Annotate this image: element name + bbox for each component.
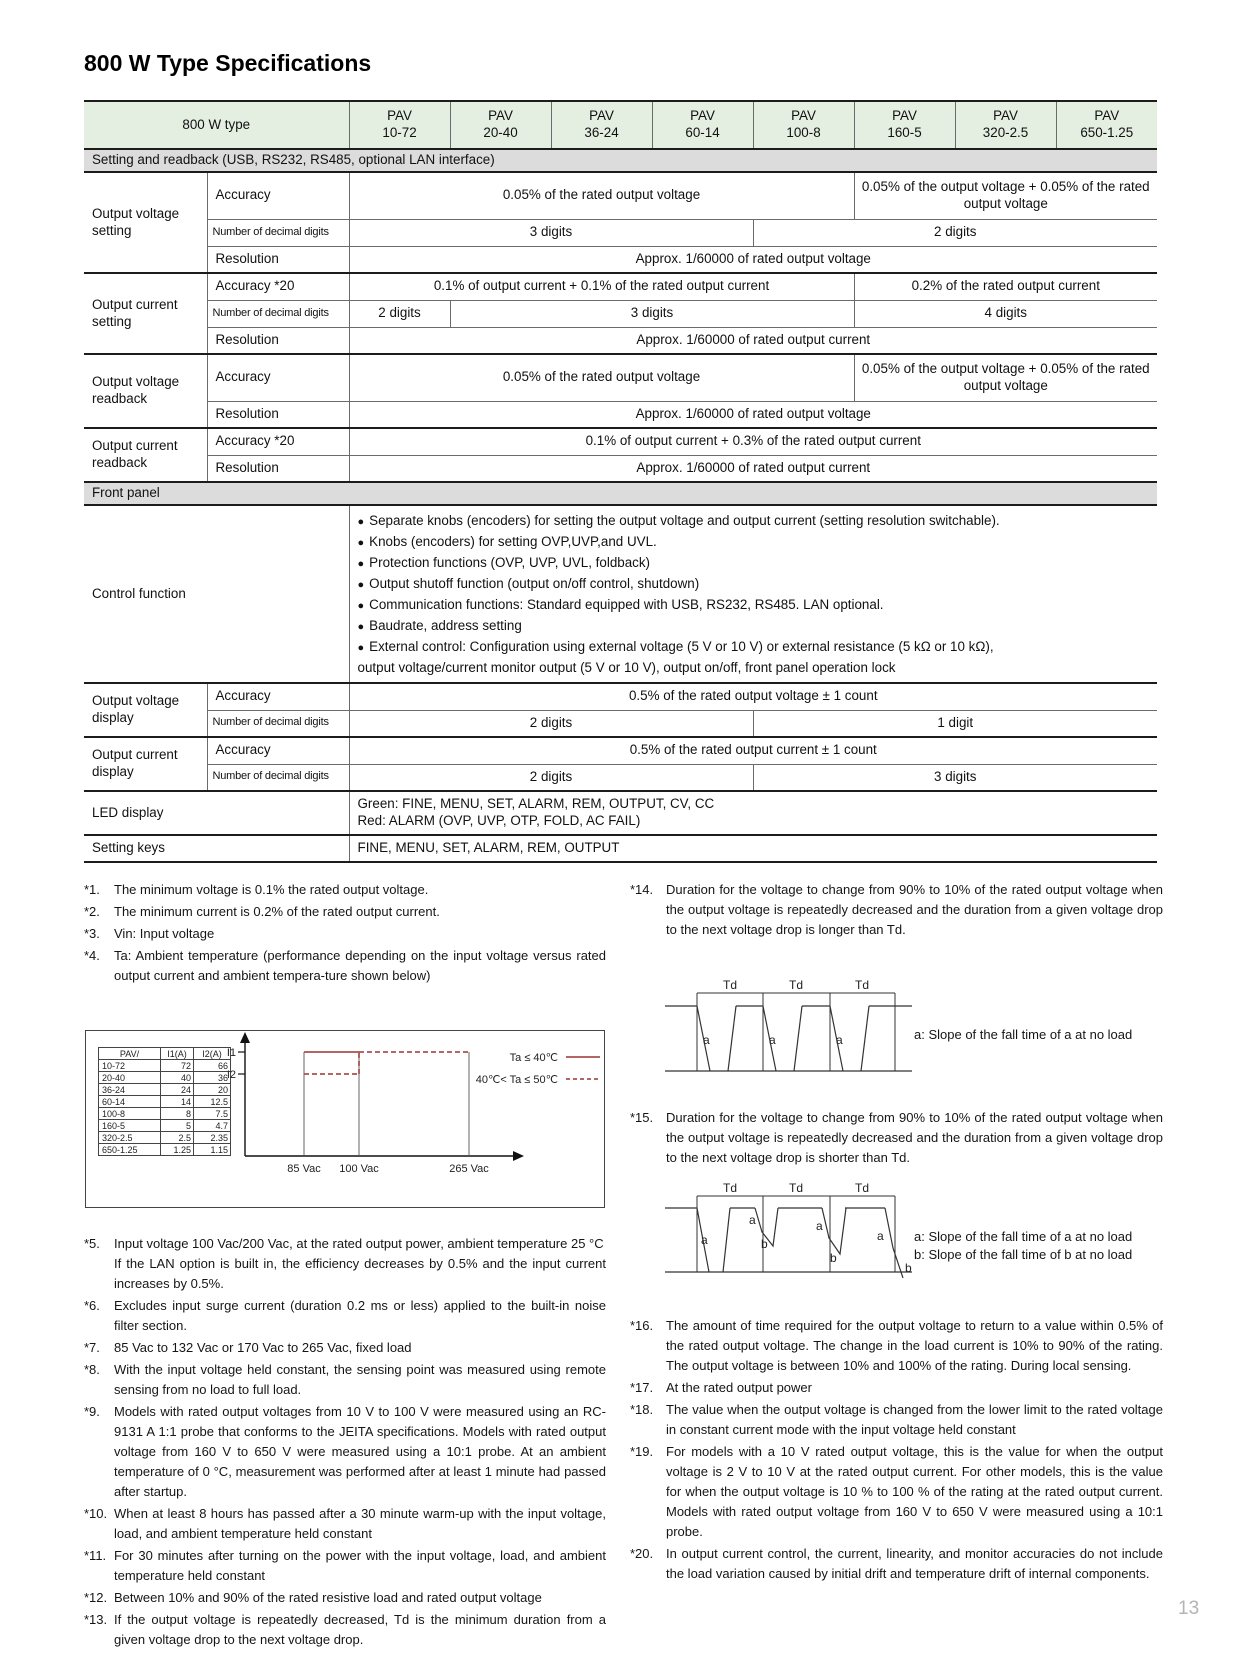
footnote-number: *6. [84,1298,100,1313]
slope-b-label: b [761,1237,768,1251]
table-row: 10-72 72 66 [99,1060,231,1072]
footnote-text: Duration for the voltage to change from 90% to 10% of the rated output voltage when the output voltage is repeatedly decreased and the duration from a given voltage drop to the next voltage drop is shorter than Td. [666,1110,1163,1165]
value-cell: 4 digits [854,300,1157,327]
table-row [84,737,1157,764]
footnote-text: At the rated output power [666,1380,812,1395]
td-label: Td [854,1182,870,1195]
row-label: Number of decimal digits [207,764,349,791]
x-tick-label: 85 Vac [287,1163,321,1175]
table-row: 160-5 5 4.7 [99,1120,231,1132]
footnote-number: *15. [630,1110,654,1125]
table-row [84,354,1157,401]
group-label: Setting keys [84,835,349,862]
footnote-text: Ta: Ambient temperature (performance depending on the input voltage versus rated output current and ambient tempera-ture shown below) [114,948,606,983]
y-axis-arrow-icon [240,1032,250,1043]
footnote [84,902,606,922]
list-item: ● Protection functions (OVP, UVP, UVL, foldback) [358,553,1150,574]
derating-plot [86,1031,604,1205]
table-row [84,300,1157,327]
footnote [630,880,1163,940]
table-row [84,710,1157,737]
value-cell: 2 digits [349,764,753,791]
value-cell: 0.5% of the rated output current ± 1 count [349,737,1157,764]
footnote-text: Vin: Input voltage [114,926,215,941]
footnote-text: Between 10% and 90% of the rated resistive load and rated output voltage [114,1590,542,1605]
footnote-number: *3. [84,926,100,941]
value-cell: FINE, MENU, SET, ALARM, REM, OUTPUT [349,835,1157,862]
value-cell: 0.1% of output current + 0.1% of the rated output current [349,273,854,300]
table-row: 60-14 14 12.5 [99,1096,231,1108]
td-label: Td [788,1182,804,1195]
value-cell: 0.05% of the rated output voltage [349,172,854,219]
y-tick-label: I1 [226,1047,236,1059]
footnote [630,1442,1163,1542]
row-label: Resolution [207,327,349,354]
table-row [84,835,1157,862]
footnote [84,880,606,900]
footnote-number: *5. [84,1236,100,1251]
value-cell: Approx. 1/60000 of rated output voltage [349,246,1157,273]
footnote [84,1402,606,1502]
diagram-15-note-a: a: Slope of the fall time of a at no load [914,1229,1133,1244]
row-label: Accuracy [207,737,349,764]
table-row [84,791,1157,835]
led-green-line: Green: FINE, MENU, SET, ALARM, REM, OUTPUT, CV, CC [357,796,715,812]
footnote-text: The minimum voltage is 0.1% the rated output voltage. [114,882,429,897]
model-header: PAV 36-24 [551,101,652,149]
footnote-number: *20. [630,1546,654,1561]
led-red-line: Red: ALARM (OVP, UVP, OTP, FOLD, AC FAIL) [357,813,641,828]
row-label: Number of decimal digits [207,710,349,737]
row-label: Resolution [207,455,349,482]
model-header-row [84,101,1157,149]
footnote [84,1338,606,1358]
footnote [84,924,606,944]
value-cell: 3 digits [349,219,753,246]
mini-header: I1(A) [161,1048,194,1060]
slope-a-label: a [769,1033,776,1047]
footnote-text: The amount of time required for the output voltage to return to a value within 0.5% of the rated output voltage. The change in the load current is 10% to 90% of the rating. The output voltage is between 10% and 100% of the rating. During local sensing. [666,1318,1163,1373]
footnote-number: *1. [84,882,100,897]
value-cell: 0.5% of the rated output voltage ± 1 count [349,683,1157,710]
list-item: ● External control: Configuration using external voltage (5 V or 10 V) or external resistance (5 kΩ or 10 kΩ), [358,637,1150,658]
footnote-number: *8. [84,1362,100,1377]
list-item: ● Knobs (encoders) for setting OVP,UVP,and UVL. [358,532,1150,553]
value-cell: 3 digits [450,300,854,327]
section-row [84,482,1157,505]
table-row [84,764,1157,791]
value-cell: 1 digit [753,710,1157,737]
legend-label: 40℃< Ta ≤ 50℃ [475,1074,558,1086]
list-item: ● Separate knobs (encoders) for setting the output voltage and output current (setting resolution switchable). [358,511,1150,532]
footnote-number: *7. [84,1340,100,1355]
group-label: Output current setting [84,273,207,354]
mini-header: PAV/ [99,1048,161,1060]
table-row [84,683,1157,710]
footnote-number: *13. [84,1612,108,1627]
value-cell: 2 digits [349,300,450,327]
footnote-text: In output current control, the current, linearity, and monitor accuracies do not include the load variation caused by initial drift and temperature drift of internal components. [666,1546,1163,1581]
footnote-number: *12. [84,1590,108,1605]
footnote-number: *14. [630,882,654,897]
footnote-text: Duration for the voltage to change from 90% to 10% of the rated output voltage when the output voltage is repeatedly decreased and the duration from a given voltage drop to the next voltage drop is longer than Td. [666,882,1163,937]
slope-a-label: a [701,1233,708,1247]
curve-ta50 [304,1052,469,1074]
x-tick-label: 265 Vac [449,1163,489,1175]
footnote-text: With the input voltage held constant, the sensing point was measured using remote sensing from no load to full load. [114,1362,606,1397]
tick-marks [238,1052,245,1074]
list-item: ● Baudrate, address setting [358,616,1150,637]
slope-b-label: b [830,1251,837,1265]
value-cell: 0.05% of the output voltage + 0.05% of the rated output voltage [854,172,1157,219]
footnote [84,1234,606,1294]
footnote-text: Input voltage 100 Vac/200 Vac, at the rated output power, ambient temperature 25 °C [114,1236,604,1251]
table-row [84,428,1157,455]
table-row [84,219,1157,246]
footnote-text: The value when the output voltage is changed from the lower limit to the rated voltage in constant current mode with the input voltage held constant [666,1402,1163,1437]
table-row [84,455,1157,482]
fall-time-diagram-14 [630,976,1163,1088]
section-front-panel: Front panel [84,482,1157,505]
td-label: Td [788,978,804,992]
model-header: PAV 100-8 [753,101,854,149]
footnote [630,1108,1163,1168]
slope-a-label: a [836,1033,843,1047]
footnote-text: The minimum current is 0.2% of the rated output current. [114,904,440,919]
row-label: Number of decimal digits [207,300,349,327]
footnote [84,946,606,986]
footnote-number: *4. [84,948,100,963]
y-tick-label: I2 [226,1069,236,1081]
row-label: Accuracy [207,683,349,710]
x-axis-arrow-icon [513,1151,524,1161]
table-row: 100-8 8 7.5 [99,1108,231,1120]
model-header: PAV 160-5 [854,101,955,149]
footnotes-right-column [630,880,1163,1586]
td-label: Td [854,978,870,992]
model-header: PAV 60-14 [652,101,753,149]
value-cell: 0.05% of the output voltage + 0.05% of the rated output voltage [854,354,1157,401]
group-label: Output current display [84,737,207,791]
table-row [84,401,1157,428]
diagram-14-note: a: Slope of the fall time of a at no load [914,1027,1133,1042]
footnotes-left-column [84,880,606,1652]
led-display-cell [349,791,1157,835]
row-label: Resolution [207,401,349,428]
value-cell: Approx. 1/60000 of rated output voltage [349,401,1157,428]
derating-chart [85,1030,605,1208]
x-tick-label: 100 Vac [339,1163,379,1175]
model-header: PAV 20-40 [450,101,551,149]
row-label: Accuracy [207,172,349,219]
footnote [84,1610,606,1650]
slope-a-label: a [816,1219,823,1233]
value-cell: 0.05% of the rated output voltage [349,354,854,401]
footnote [630,1544,1163,1584]
table-row [84,505,1157,683]
table-row: 36-24 24 20 [99,1084,231,1096]
footnote-text: If the LAN option is built in, the efficiency decreases by 0.5% and the input current increases by 0.5%. [114,1256,606,1291]
slope-a-label: a [749,1213,756,1227]
value-cell: Approx. 1/60000 of rated output current [349,327,1157,354]
footnote [630,1400,1163,1440]
table-row [84,327,1157,354]
footnote-number: *16. [630,1318,654,1333]
group-label: Output voltage readback [84,354,207,428]
footnote [630,1378,1163,1398]
group-label: Output current readback [84,428,207,482]
footnote-number: *10. [84,1506,108,1521]
section-row [84,149,1157,172]
section-setting-readback: Setting and readback (USB, RS232, RS485, optional LAN interface) [84,149,1157,172]
footnote-text: Excludes input surge current (duration 0.2 ms or less) applied to the built-in noise filter section. [114,1298,606,1333]
table-row [84,172,1157,219]
group-label: Output voltage setting [84,172,207,273]
footnote [84,1360,606,1400]
control-function-list [349,505,1157,683]
table-row [84,246,1157,273]
footnote-number: *9. [84,1404,100,1419]
footnote-number: *18. [630,1402,654,1417]
value-cell: 3 digits [753,764,1157,791]
row-label: Number of decimal digits [207,219,349,246]
group-label: Control function [84,505,349,683]
model-header: PAV 650-1.25 [1056,101,1157,149]
table-row: 650-1.25 1.25 1.15 [99,1144,231,1156]
footnote-number: *2. [84,904,100,919]
td-label: Td [722,1182,738,1195]
table-row: 20-40 40 36 [99,1072,231,1084]
footnote [84,1504,606,1544]
legend-label: Ta ≤ 40℃ [509,1052,558,1064]
page-number: 13 [1178,1598,1200,1619]
value-cell: 2 digits [753,219,1157,246]
diagram-15-note-b: b: Slope of the fall time of b at no load [914,1247,1133,1262]
footnote-number: *19. [630,1444,654,1459]
model-header: PAV 320-2.5 [955,101,1056,149]
spec-table [84,100,1157,863]
value-cell: 2 digits [349,710,753,737]
footnote-number: *11. [84,1548,107,1563]
footnote-text: For models with a 10 V rated output voltage, this is the value for when the output voltage is 2 V to 10 V at the rated output current. For other models, this is the value for when the output voltage is 10 % to 100 % of the rating at the rated output current. Models with rated output voltage from 160 V to 650 V were measured using a 10:1 probe. [666,1444,1163,1539]
group-label: LED display [84,791,349,835]
table-row [84,273,1157,300]
footnote-text: For 30 minutes after turning on the power with the input voltage, load, and ambient temperature held constant [114,1548,606,1583]
footnote-text: When at least 8 hours has passed after a 30 minute warm-up with the input voltage, load, and ambient temperature held constant [114,1506,606,1541]
footnote-text: 85 Vac to 132 Vac or 170 Vac to 265 Vac, fixed load [114,1340,412,1355]
corner-cell: 800 W type [84,101,349,149]
axes [245,1039,514,1156]
slope-b-label: b [905,1261,912,1275]
list-item-continuation: output voltage/current monitor output (5 V or 10 V), output on/off, front panel operation lock [357,660,896,675]
footnote-text: If the output voltage is repeatedly decreased, Td is the minimum duration from a given voltage drop to the next voltage drop. [114,1612,606,1647]
row-label: Resolution [207,246,349,273]
mini-header: I2(A) [194,1048,231,1060]
value-cell: 0.2% of the rated output current [854,273,1157,300]
footnote [84,1546,606,1586]
slope-a-label: a [703,1033,710,1047]
model-header: PAV 10-72 [349,101,450,149]
footnote [84,1296,606,1336]
value-cell: Approx. 1/60000 of rated output current [349,455,1157,482]
footnote-number: *17. [630,1380,654,1395]
row-label: Accuracy *20 [207,273,349,300]
row-label: Accuracy [207,354,349,401]
table-row: 320-2.5 2.5 2.35 [99,1132,231,1144]
fall-time-diagram-15 [630,1182,1163,1298]
list-item: ● Communication functions: Standard equipped with USB, RS232, RS485. LAN optional. [358,595,1150,616]
list-item: ● Output shutoff function (output on/off control, shutdown) [358,574,1150,595]
footnote-text: Models with rated output voltages from 10 V to 100 V were measured using an RC-9131 A 1:1 probe that conforms to the JEITA specifications. Models with rated output voltage from 160 V to 650 V were measured using a 10:1 probe. At an ambient temperature of 0 °C, measurement was performed after at least 1 minute had passed after startup. [114,1404,606,1499]
footnote [84,1588,606,1608]
row-label: Accuracy *20 [207,428,349,455]
value-cell: 0.1% of output current + 0.3% of the rated output current [349,428,1157,455]
slope-a-label: a [877,1229,884,1243]
guide-lines [304,1052,469,1156]
group-label: Output voltage display [84,683,207,737]
td-label: Td [722,978,738,992]
page-title: 800 W Type Specifications [84,50,372,76]
footnote [630,1316,1163,1376]
